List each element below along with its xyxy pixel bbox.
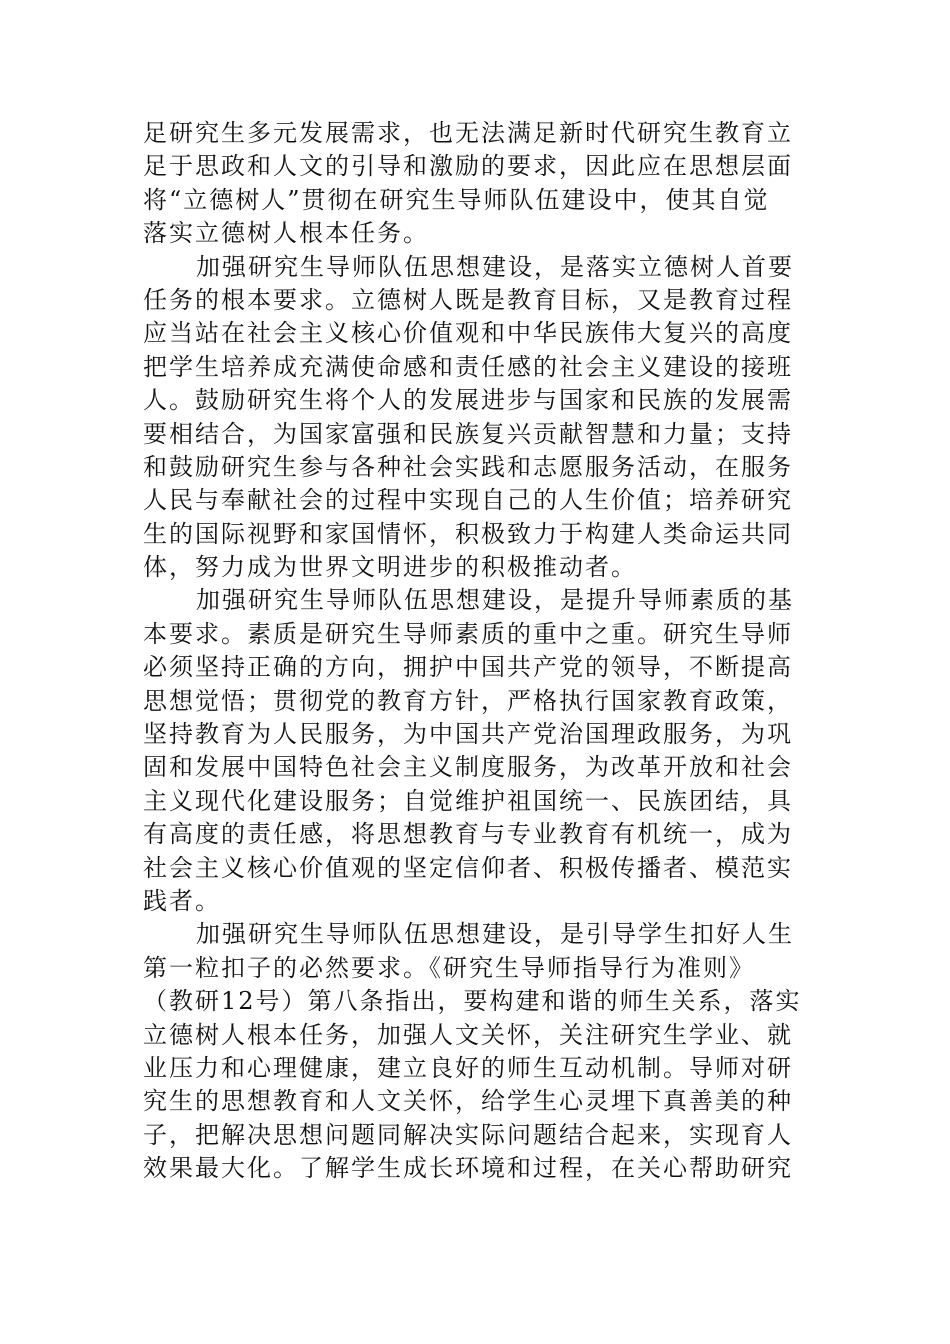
text-line: 本要求。素质是研究生导师素质的重中之重。研究生导师 bbox=[143, 619, 793, 648]
text-line: 将“立德树人”贯彻在研究生导师队伍建设中，使其自觉 bbox=[143, 185, 770, 214]
text-line: 要相结合，为国家富强和民族复兴贡献智慧和力量；支持 bbox=[143, 419, 793, 448]
text-line: 人民与奉献社会的过程中实现自己的人生价值；培养研究 bbox=[143, 486, 793, 515]
text-line: 立德树人根本任务，加强人文关怀，关注研究生学业、就 bbox=[143, 1020, 793, 1049]
text-line: 究生的思想教育和人文关怀，给学生心灵埋下真善美的种 bbox=[143, 1087, 793, 1116]
text-line: 第一粒扣子的必然要求。《研究生导师指导行为准则》 bbox=[143, 953, 755, 982]
text-line: 主义现代化建设服务；自觉维护祖国统一、民族团结，具 bbox=[143, 786, 793, 815]
text-line: 业压力和心理健康，建立良好的师生互动机制。导师对研 bbox=[143, 1053, 793, 1082]
text-line: 坚持教育为人民服务，为中国共产党治国理政服务，为巩 bbox=[143, 720, 793, 749]
text-line: 子，把解决思想问题同解决实际问题结合起来，实现育人 bbox=[143, 1120, 793, 1149]
text-line: 加强研究生导师队伍思想建设，是引导学生扣好人生 bbox=[196, 920, 794, 949]
text-line: 思想觉悟；贯彻党的教育方针，严格执行国家教育政策， bbox=[143, 686, 793, 715]
text-line: 固和发展中国特色社会主义制度服务，为改革开放和社会 bbox=[143, 753, 793, 782]
text-line: 效果最大化。了解学生成长环境和过程，在关心帮助研究 bbox=[143, 1154, 793, 1183]
text-line: 有高度的责任感，将思想教育与专业教育有机统一，成为 bbox=[143, 820, 793, 849]
text-line: 必须坚持正确的方向，拥护中国共产党的领导，不断提高 bbox=[143, 653, 793, 682]
text-line: 把学生培养成充满使命感和责任感的社会主义建设的接班 bbox=[143, 352, 793, 381]
text-line: 足于思政和人文的引导和激励的要求，因此应在思想层面 bbox=[143, 152, 793, 181]
text-line: 践者。 bbox=[143, 886, 221, 915]
text-line: 人。鼓励研究生将个人的发展进步与国家和民族的发展需 bbox=[143, 386, 793, 415]
text-line: 落实立德树人根本任务。 bbox=[143, 219, 429, 248]
text-line: 社会主义核心价值观的坚定信仰者、积极传播者、模范实 bbox=[143, 853, 793, 882]
text-line: 加强研究生导师队伍思想建设，是落实立德树人首要 bbox=[196, 252, 794, 281]
text-line: 任务的根本要求。立德树人既是教育目标，又是教育过程 bbox=[143, 285, 793, 314]
text-line: （教研12号）第八条指出，要构建和谐的师生关系，落实 bbox=[143, 987, 802, 1016]
text-line: 应当站在社会主义核心价值观和中华民族伟大复兴的高度 bbox=[143, 319, 793, 348]
document-page bbox=[143, 117, 809, 1186]
text-line: 足研究生多元发展需求，也无法满足新时代研究生教育立 bbox=[143, 119, 793, 147]
text-line: 体，努力成为世界文明进步的积极推动者。 bbox=[143, 553, 637, 582]
text-line: 生的国际视野和家国情怀，积极致力于构建人类命运共同 bbox=[143, 519, 793, 548]
text-line: 加强研究生导师队伍思想建设，是提升导师素质的基 bbox=[196, 586, 794, 615]
text-line: 和鼓励研究生参与各种社会实践和志愿服务活动，在服务 bbox=[143, 452, 793, 481]
